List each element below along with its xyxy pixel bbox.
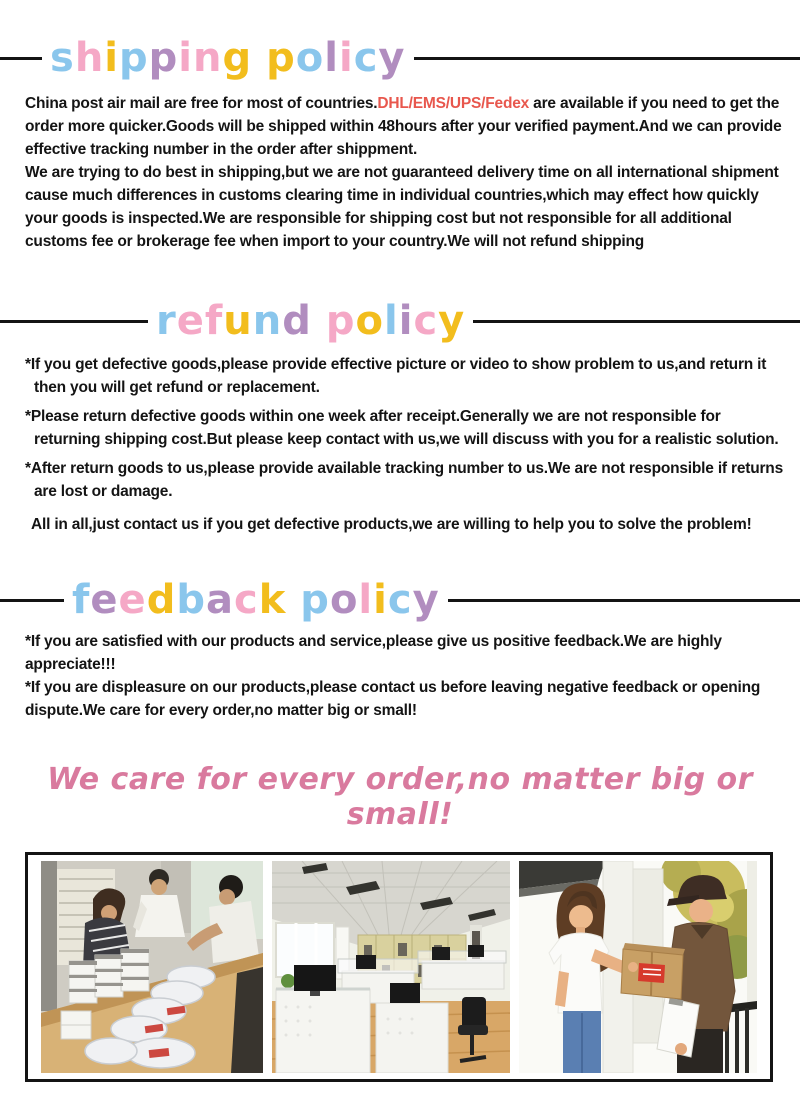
office-workspace-photo bbox=[272, 861, 510, 1073]
shipping-policy-header bbox=[0, 36, 800, 80]
divider-line bbox=[0, 57, 42, 60]
refund-policy-title bbox=[156, 299, 465, 343]
refund-policy-section bbox=[0, 299, 800, 536]
divider-line bbox=[0, 320, 148, 323]
title-letter: f bbox=[72, 577, 90, 623]
title-letter: u bbox=[223, 298, 252, 344]
title-letter: d bbox=[282, 298, 312, 344]
title-letter: k bbox=[259, 577, 287, 623]
title-letter: a bbox=[206, 577, 234, 623]
title-letter: e bbox=[177, 298, 205, 344]
title-letter: e bbox=[119, 577, 147, 623]
divider-line bbox=[0, 599, 64, 602]
shipping-text-start: China post air mail are free for most of countries. bbox=[25, 95, 377, 112]
refund-closing-note: All in all,just contact us if you get defective products,we are willing to help you to solve the problem! bbox=[31, 513, 771, 536]
shipping-policy-text bbox=[25, 92, 790, 253]
title-letter: i bbox=[339, 35, 354, 81]
title-letter: o bbox=[330, 577, 358, 623]
refund-policy-list bbox=[25, 353, 790, 503]
title-letter: i bbox=[104, 35, 119, 81]
shipping-policy-section bbox=[0, 36, 800, 253]
warehouse-packing-photo bbox=[41, 861, 263, 1073]
refund-item: *Please return defective goods within one week after receipt.Generally we are not responsible for returning shipping cost.But please keep contact with us,we will discuss with you for a realistic solution. bbox=[25, 405, 790, 451]
title-letter: y bbox=[413, 577, 440, 623]
refund-item: *After return goods to us,please provide available tracking number to us.We are not responsible if returns are lost or damage. bbox=[25, 457, 790, 503]
title-letter: o bbox=[356, 298, 384, 344]
feedback-item: *If you are satisfied with our products and service,please give us positive feedback.We are highly appreciate!!! bbox=[25, 630, 790, 676]
title-letter: i bbox=[178, 35, 193, 81]
policy-page bbox=[0, 36, 800, 1082]
shipping-text-rest: are available if you need to get the order more quicker.Goods will be shipped within 48hours after your verified payment.And we can provide effective tracking number in the order after shippment. bbox=[25, 95, 782, 158]
divider-line bbox=[414, 57, 800, 60]
title-letter: c bbox=[234, 577, 259, 623]
title-letter: r bbox=[156, 298, 177, 344]
feedback-policy-header bbox=[0, 578, 800, 622]
shipping-policy-title bbox=[50, 36, 406, 80]
feedback-policy-section bbox=[0, 578, 800, 722]
title-letter: c bbox=[388, 577, 413, 623]
care-slogan: We care for every order,no matter big or small! bbox=[0, 762, 800, 832]
feedback-policy-text bbox=[25, 630, 790, 722]
title-letter: c bbox=[413, 298, 438, 344]
feedback-policy-title bbox=[72, 578, 440, 622]
title-letter: i bbox=[399, 298, 414, 344]
refund-policy-header bbox=[0, 299, 800, 343]
title-letter: y bbox=[378, 35, 405, 81]
title-letter: l bbox=[384, 298, 399, 344]
title-letter: p bbox=[326, 298, 356, 344]
title-letter: f bbox=[205, 298, 223, 344]
title-letter: p bbox=[300, 577, 330, 623]
feedback-item: *If you are displeasure on our products,please contact us before leaving negative feedback or opening dispute.We care for every order,no matter big or small! bbox=[25, 676, 790, 722]
carriers-highlight: DHL/EMS/UPS/Fedex bbox=[377, 95, 529, 112]
title-letter: p bbox=[266, 35, 296, 81]
title-letter: c bbox=[354, 35, 379, 81]
title-letter: n bbox=[253, 298, 282, 344]
photo-strip bbox=[25, 852, 773, 1082]
title-letter: g bbox=[223, 35, 253, 81]
title-letter: b bbox=[176, 577, 206, 623]
title-letter: o bbox=[296, 35, 324, 81]
title-letter: s bbox=[50, 35, 75, 81]
divider-line bbox=[448, 599, 800, 602]
title-letter: n bbox=[193, 35, 222, 81]
courier-delivery-photo bbox=[519, 861, 757, 1073]
title-letter: h bbox=[75, 35, 104, 81]
title-letter: p bbox=[149, 35, 179, 81]
refund-item: *If you get defective goods,please provide effective picture or video to show problem to us,and return it then you will get refund or replacement. bbox=[25, 353, 790, 399]
title-letter: l bbox=[324, 35, 339, 81]
title-letter: i bbox=[373, 577, 388, 623]
title-letter: l bbox=[358, 577, 373, 623]
title-letter: p bbox=[119, 35, 149, 81]
shipping-paragraph-1 bbox=[25, 92, 790, 161]
divider-line bbox=[473, 320, 800, 323]
title-letter: d bbox=[147, 577, 177, 623]
title-letter: e bbox=[90, 577, 118, 623]
shipping-paragraph-2: We are trying to do best in shipping,but we are not guaranteed delivery time on all international shipment cause much differences in customs clearing time in individual countries,which may effect how quickly your goods is inspected.We are responsible for shipping cost but not responsible for all additional customs fee or brokerage fee when import to your country.We will not refund shipping bbox=[25, 161, 790, 253]
title-letter: y bbox=[438, 298, 465, 344]
